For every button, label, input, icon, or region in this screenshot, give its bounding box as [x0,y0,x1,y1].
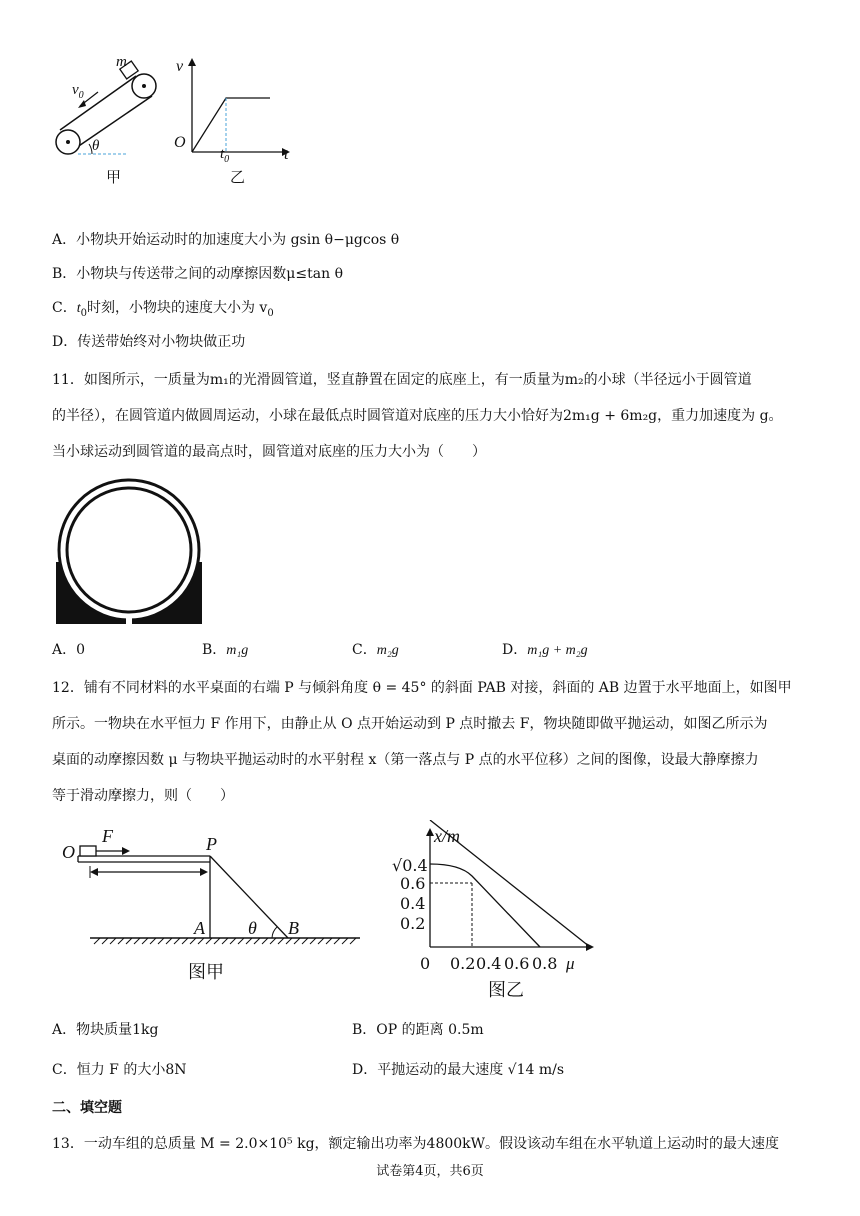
q12-option-d-text: 平抛运动的最大速度 √14 m/s [377,1062,565,1078]
q12-option-a-key: A． [52,1022,77,1038]
q10-option-c-t: t [76,301,81,316]
q11-option-c-key: C． [352,642,377,658]
origin-label-top: O [174,134,186,151]
q10-option-a-text: 小物块开始运动时的加速度大小为 gsin θ−μgcos θ [76,232,400,248]
q10-option-d [52,332,245,352]
q11-stem-line-1: 11．如图所示，一质量为m₁的光滑圆管道，竖直静置在固定的底座上，有一质量为m₂的小球（半径远小于圆管道 [52,372,752,388]
ytick-04: 0.4 [400,894,426,913]
section-title-fill-blank: 二、填空题 [52,1100,122,1116]
q12-option-c [52,1060,187,1080]
t-axis-label: t [284,146,289,163]
figure-label-tujia: 图甲 [188,962,224,983]
q10-option-d-text: 传送带始终对小物块做正功 [77,334,246,350]
v0-label-sub: 0 [78,90,84,101]
q10-option-b-text: 小物块与传送带之间的动摩擦因数μ≤tan θ [76,266,343,282]
ytick-sqrt04: √0.4 [392,856,428,875]
theta-label-jia: θ [92,138,100,154]
force-f-label: F [102,826,113,846]
q11-option-d-text: m₁g + m₂g [527,643,588,658]
figure-label-tuyi: 图乙 [488,980,524,1001]
q10-option-c [52,298,274,324]
t0-label-sub: 0 [224,154,230,165]
q10-option-a-key: A． [52,232,77,248]
t0-label [220,146,229,165]
q11-option-c-text: m₂g [376,643,399,658]
q12-option-c-key: C． [52,1062,77,1078]
q11-option-a-text: 0 [76,642,86,658]
t0-label-main: t [220,146,225,162]
mu-axis-label: μ [566,954,575,973]
q11-option-a [52,640,85,660]
q11-option-b [202,640,248,661]
xtick-04: 0.4 [476,954,502,973]
mass-label-m: m [116,54,127,70]
figure-label-yi: 乙 [230,168,246,186]
x-m-axis-label: x/m [434,826,460,846]
q11-option-b-key: B． [202,642,227,658]
ytick-06: 0.6 [400,874,426,893]
xtick-08: 0.8 [532,954,558,973]
ytick-02: 0.2 [400,914,426,933]
q11-option-d [502,640,588,661]
point-o-label: O [62,842,75,862]
q12-stem-line-4: 等于滑动摩擦力，则（ ） [52,788,234,804]
q12-option-c-text: 恒力 F 的大小8N [76,1062,187,1078]
point-a-label: A [194,918,205,938]
q12-option-b-key: B． [352,1022,377,1038]
q12-stem-line-2: 所示。一物块在水平恒力 F 作用下，由静止从 O 点开始运动到 P 点时撤去 F，物块随即做平抛运动，如图乙所示为 [52,716,768,732]
v0-label [72,82,84,101]
q11-option-b-text: m₁g [226,643,249,658]
q12-option-d [352,1060,564,1080]
q13-stem-line-1: 13．一动车组的总质量 M = 2.0×10⁵ kg，额定输出功率为4800kW。假设该动车组在水平轨道上运动时的最大速度 [52,1136,780,1152]
q10-option-c-v-sub: 0 [267,307,274,319]
q12-option-b-text: OP 的距离 0.5m [376,1022,484,1038]
q11-option-c [352,640,399,661]
q10-option-b-key: B． [52,266,77,282]
q12-option-a [52,1020,158,1040]
q10-option-c-text: 时刻，小物块的速度大小为 v [86,300,268,316]
q12-option-d-key: D． [352,1062,378,1078]
q11-stem-line-2: 的半径），在圆管道内做圆周运动，小球在最低点时圆管道对底座的压力大小恰好为2m₁g + 6m₂g，重力加速度为 g。 [52,408,783,424]
q12-option-b [352,1020,484,1040]
figure-label-jia: 甲 [106,168,122,186]
xtick-0: 0 [420,954,431,973]
point-b-label: B [288,918,299,938]
v-axis-label: v [176,58,184,75]
page-footer: 试卷第4页，共6页 [376,1164,484,1179]
figure-vt-graph [168,56,298,166]
q11-option-a-key: A． [52,642,77,658]
q10-option-c-t-sub: 0 [80,307,87,319]
q12-stem-line-1: 12．铺有不同材料的水平桌面的右端 P 与倾斜角度 θ = 45° 的斜面 PAB 对接，斜面的 AB 边置于水平地面上，如图甲 [52,680,792,696]
xtick-06: 0.6 [504,954,530,973]
q10-option-d-key: D． [52,334,78,350]
figure-circular-tube [54,478,204,626]
q12-stem-line-3: 桌面的动摩擦因数 μ 与物块平抛运动时的水平射程 x（第一落点与 P 点的水平位移）之间的图像，设最大静摩擦力 [52,752,759,768]
q10-option-c-key: C． [52,300,77,316]
v0-label-main: v [72,82,79,98]
q10-option-b [52,264,343,284]
xtick-02: 0.2 [450,954,476,973]
point-p-label: P [206,834,217,854]
q11-option-d-key: D． [502,642,528,658]
q10-option-a [52,230,399,250]
figure-x-mu-graph [400,820,600,960]
q12-option-a-text: 物块质量1kg [76,1022,159,1038]
theta-label-jia-12: θ [248,918,257,938]
q11-stem-line-3: 当小球运动到圆管道的最高点时，圆管道对底座的压力大小为（ ） [52,444,486,460]
